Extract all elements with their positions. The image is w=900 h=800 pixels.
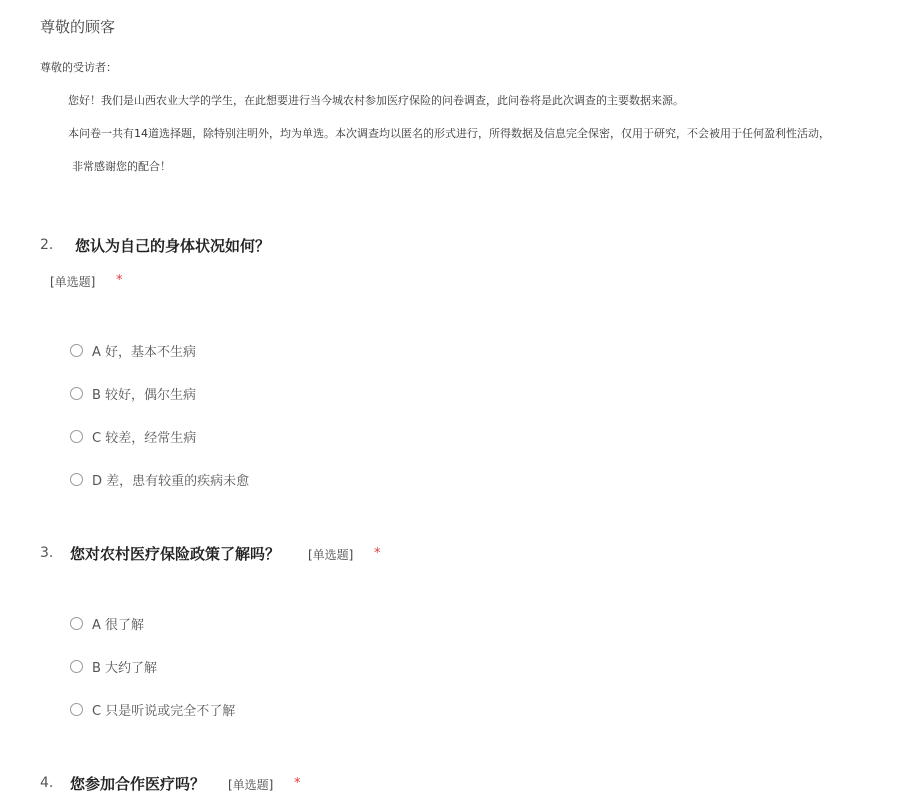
question-type-label: [单选题] bbox=[50, 275, 96, 289]
radio-button[interactable] bbox=[70, 473, 83, 486]
question-type-label: [单选题] bbox=[228, 778, 274, 792]
option-label: B 较好，偶尔生病 bbox=[92, 387, 197, 403]
required-star: * bbox=[294, 776, 301, 791]
radio-button[interactable] bbox=[70, 703, 83, 716]
option-3b[interactable] bbox=[70, 656, 157, 676]
option-label: B 大约了解 bbox=[92, 660, 158, 676]
intro-paragraph-3: 非常感谢您的配合！ bbox=[72, 160, 171, 173]
question-type-label: [单选题] bbox=[308, 548, 354, 562]
intro-greeting: 尊敬的受访者： bbox=[40, 61, 117, 74]
option-3c[interactable] bbox=[70, 699, 235, 719]
option-label: C 较差，经常生病 bbox=[92, 430, 197, 446]
option-2a[interactable] bbox=[70, 340, 196, 360]
option-3a[interactable] bbox=[70, 613, 144, 633]
question-title: 您对农村医疗保险政策了解吗？ bbox=[70, 545, 281, 563]
required-star: * bbox=[116, 273, 123, 288]
option-label: D 差，患有较重的疾病未愈 bbox=[92, 473, 250, 489]
radio-button[interactable] bbox=[70, 344, 83, 357]
question-number: 4. bbox=[40, 775, 54, 791]
intro-paragraph-1: 您好！我们是山西农业大学的学生，在此想要进行当今城农村参加医疗保险的问卷调查，此问卷将是此次调查的主要数据来源。 bbox=[68, 94, 684, 107]
option-2d[interactable] bbox=[70, 469, 249, 489]
option-label: A 很了解 bbox=[92, 617, 145, 633]
question-title: 您参加合作医疗吗？ bbox=[70, 775, 206, 793]
page-title: 尊敬的顾客 bbox=[40, 18, 116, 36]
option-label: C 只是听说或完全不了解 bbox=[92, 703, 236, 719]
required-star: * bbox=[374, 546, 381, 561]
question-title: 您认为自己的身体状况如何？ bbox=[75, 237, 271, 255]
option-2b[interactable] bbox=[70, 383, 196, 403]
radio-button[interactable] bbox=[70, 430, 83, 443]
intro-paragraph-2: 本问卷一共有14道选择题，除特别注明外，均为单选。本次调查均以匿名的形式进行，所得数据及信息完全保密，仅用于研究，不会被用于任何盈利性活动， bbox=[68, 127, 830, 140]
question-number: 3. bbox=[40, 545, 54, 561]
option-label: A 好，基本不生病 bbox=[92, 344, 197, 360]
radio-button[interactable] bbox=[70, 387, 83, 400]
option-2c[interactable] bbox=[70, 426, 196, 446]
question-number: 2. bbox=[40, 237, 54, 253]
radio-button[interactable] bbox=[70, 660, 83, 673]
radio-button[interactable] bbox=[70, 617, 83, 630]
